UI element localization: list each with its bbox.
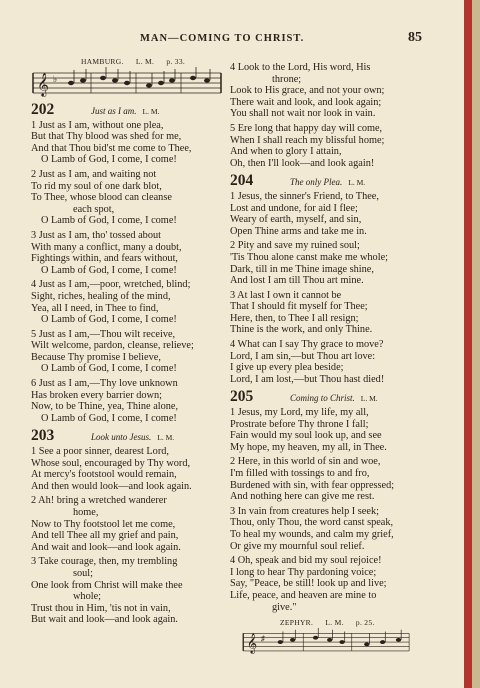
hymn-title: The only Plea. (290, 177, 343, 188)
verse-line: I give up every plea beside; (230, 362, 344, 374)
verse-line: Whose soul, encouraged by Thy word, (31, 457, 191, 469)
verse-line: 'Tis Thou alone canst make me whole; (230, 251, 389, 263)
verse-line: At mercy's footstool would remain, (31, 469, 177, 481)
verse-line: That I should fit myself for Thee; (230, 301, 368, 313)
verse (31, 556, 226, 626)
hymn-number: 203 (31, 427, 55, 445)
verse-line: And lost I am till Thou art mine. (230, 275, 364, 287)
verse-line: whole; (73, 591, 102, 603)
verse-line: Prostrate before Thy throne I fall; (230, 418, 369, 430)
verse-line: Wilt welcome, pardon, cleanse, relieve; (31, 340, 194, 352)
verse (31, 446, 226, 492)
verse-line: O Lamb of God, I come, I come! (41, 412, 177, 424)
verse (31, 169, 226, 227)
hymn-204-header (230, 172, 425, 190)
verse-line: 6 Just as I am,—Thy love unknown (31, 378, 178, 390)
verse-line: Sight, riches, healing of the mind, (31, 290, 171, 302)
verse-line: 1 Jesus, the sinner's Friend, to Thee, (230, 190, 379, 202)
verse (230, 62, 425, 120)
verse-line: Thou, only Thou, the word canst speak, (230, 517, 394, 529)
verse-line: To heal my wounds, and calm my grief, (230, 528, 394, 540)
verse (31, 495, 226, 553)
verse-line: You shall not wait nor look in vain. (230, 108, 376, 120)
verse-line: 2 Here, in this world of sin and woe, (230, 456, 381, 468)
verse-line: And wait and look—and look again. (31, 541, 181, 553)
hymn-203-header (31, 427, 226, 445)
verse-line: And when to glory I attain, (230, 146, 342, 158)
verse-line: And then would look—and look again. (31, 480, 192, 492)
hymn-meter: L. M. (360, 394, 378, 404)
verse-line: Oh, then I'll look—and look again! (230, 157, 375, 169)
verse-line: 2 Just as I am, and waiting not (31, 168, 157, 180)
verse-line: O Lamb of God, I come, I come! (41, 154, 177, 166)
verse-line: Has broken every barrier down; (31, 389, 162, 401)
verse-line: 1 Jesus, my Lord, my life, my all, (230, 407, 369, 419)
music-staff-zephyr-icon (230, 628, 425, 658)
verse-line: 2 Ah! bring a wretched wanderer (31, 495, 167, 507)
verse (31, 279, 226, 325)
verse-line: Look to His grace, and not your own; (230, 85, 385, 97)
verse-line: O Lamb of God, I come, I come! (41, 314, 177, 326)
red-page-edge (464, 0, 472, 688)
verse-line: There wait and look, and look again; (230, 96, 382, 108)
verse-line: And tell Thee all my grief and pain, (31, 530, 179, 542)
tune-meter: L. M. (325, 618, 344, 628)
tune-name: ZEPHYR. (280, 618, 314, 628)
verse-line: Lord, I am lost,—but Thou hast died! (230, 373, 385, 385)
hymn-meter: L. M. (142, 107, 160, 116)
page-header: MAN—COMING TO CHRIST. (140, 33, 305, 44)
verse (230, 123, 425, 169)
hymn-meter: L. M. (348, 178, 366, 188)
hymn-number: 202 (31, 101, 55, 118)
svg-text:♯: ♯ (260, 634, 265, 644)
hymn-title: Coming to Christ. (290, 393, 355, 404)
verse-line: 4 What can I say Thy grace to move? (230, 339, 384, 351)
verse-line: One look from Christ will make thee (31, 579, 183, 591)
verse-line: And that Thou bid'st me come to Thee, (31, 142, 192, 154)
svg-text:♭: ♭ (53, 74, 58, 84)
verse-line: throne; (272, 73, 302, 85)
verse-line: 3 At last I own it cannot be (230, 289, 342, 301)
hymn-number: 204 (230, 172, 254, 190)
verse-line: My hope, my heaven, my all, in Thee. (230, 441, 387, 453)
verse (31, 329, 226, 375)
verse-line: Trust thou in Him, 'tis not in vain, (31, 602, 171, 614)
verse-line: I'm filled with tossings to and fro, (230, 468, 370, 479)
svg-text:𝄞: 𝄞 (37, 74, 49, 96)
verse-line: Now to Thy footstool let me come, (31, 518, 176, 530)
left-column (31, 56, 226, 629)
hymn-title: Just as I am. (91, 106, 137, 116)
verse-line: Fightings within, and fears without, (31, 253, 179, 265)
verse-line: 3 In vain from creatures help I seek; (230, 505, 379, 517)
verse-line: soul; (73, 567, 94, 579)
tune-page: p. 33. (166, 57, 186, 66)
verse (31, 230, 226, 276)
verse-line: Thine is the work, and only Thine. (230, 324, 373, 336)
music-staff-hamburg-icon (31, 67, 226, 101)
verse-line: 5 Ere long that happy day will come, (230, 122, 383, 134)
verse (230, 407, 425, 453)
verse-line: 1 Just as I am, without one plea, (31, 119, 164, 131)
hymn-meter: L. M. (157, 433, 175, 443)
verse-line: O Lamb of God, I come, I come! (41, 363, 177, 375)
verse-line: To Thee, whose blood can cleanse (31, 192, 172, 204)
tune-meter: L. M. (135, 57, 155, 66)
verse (31, 120, 226, 166)
verse-line: But that Thy blood was shed for me, (31, 131, 182, 143)
verse-line: With many a conflict, many a doubt, (31, 241, 182, 253)
verse-line: home, (73, 507, 99, 518)
verse (230, 290, 425, 336)
verse-line: O Lamb of God, I come, I come! (41, 264, 177, 276)
verse-line: 2 Pity and save my ruined soul; (230, 240, 360, 252)
verse-line: Open Thine arms and take me in. (230, 225, 367, 237)
verse-line: To rid my soul of one dark blot, (31, 180, 162, 192)
verse-line: 3 Just as I am, tho' tossed about (31, 229, 161, 241)
verse-line: When I shall reach my blissful home; (230, 134, 385, 146)
verse (230, 456, 425, 502)
hymn-205-header (230, 388, 425, 406)
verse-line: Burdened with sin, with fear oppressed; (230, 479, 395, 491)
verse-line: Yea, all I need, in Thee to find, (31, 302, 159, 314)
verse-line: I long to hear Thy pardoning voice; (230, 566, 377, 578)
hymn-number: 205 (230, 388, 254, 406)
verse-line: Lord, I am sin,—but Thou art love: (230, 350, 376, 362)
verse-line: each spot, (73, 203, 115, 215)
svg-text:𝄞: 𝄞 (246, 633, 258, 654)
hymn-202-header (31, 101, 226, 118)
verse-line: And nothing here can give me rest. (230, 491, 375, 503)
verse-line: Or give my mournful soul relief. (230, 540, 365, 552)
verse-line: Say, "Peace, be still! look up and live; (230, 578, 387, 590)
verse-line: Fain would my soul look up, and see (230, 430, 382, 442)
tune-header-zephyr (280, 617, 425, 628)
verse-line: Life, peace, and heaven are mine to (230, 589, 377, 601)
verse-line: Because Thy promise I believe, (31, 351, 161, 363)
tune-header-hamburg (81, 56, 226, 67)
verse-line: 3 Take courage, then, my trembling (31, 556, 178, 568)
verse (230, 555, 425, 613)
verse-line: 5 Just as I am,—Thou wilt receive, (31, 328, 176, 340)
verse-line: Lost and undone, for aid I flee; (230, 202, 358, 214)
verse (31, 378, 226, 424)
tune-page: p. 25. (355, 618, 375, 628)
hymn-title: Look unto Jesus. (91, 432, 152, 443)
tune-name: HAMBURG. (81, 57, 124, 66)
verse-line: O Lamb of God, I come, I come! (41, 215, 177, 227)
verse-line: 1 See a poor sinner, dearest Lord, (31, 446, 169, 458)
verse-line: give." (272, 601, 297, 613)
verse-line: 4 Just as I am,—poor, wretched, blind; (31, 279, 191, 291)
verse-line: 4 Oh, speak and bid my soul rejoice! (230, 555, 382, 567)
verse-line: Dark, till in me Thine image shine, (230, 263, 374, 275)
verse (230, 240, 425, 286)
right-column (230, 62, 425, 658)
verse-line: Here, then, to Thee I all resign; (230, 312, 359, 324)
verse-line: Now, to be Thine, yea, Thine alone, (31, 401, 179, 413)
verse-line: But wait and look—and look again. (31, 614, 178, 626)
verse-line: 4 Look to the Lord, His word, His (230, 62, 371, 73)
page-number: 85 (408, 30, 422, 45)
verse-line: Weary of earth, myself, and sin, (230, 214, 362, 226)
verse (230, 191, 425, 237)
verse (230, 339, 425, 385)
verse (230, 506, 425, 552)
